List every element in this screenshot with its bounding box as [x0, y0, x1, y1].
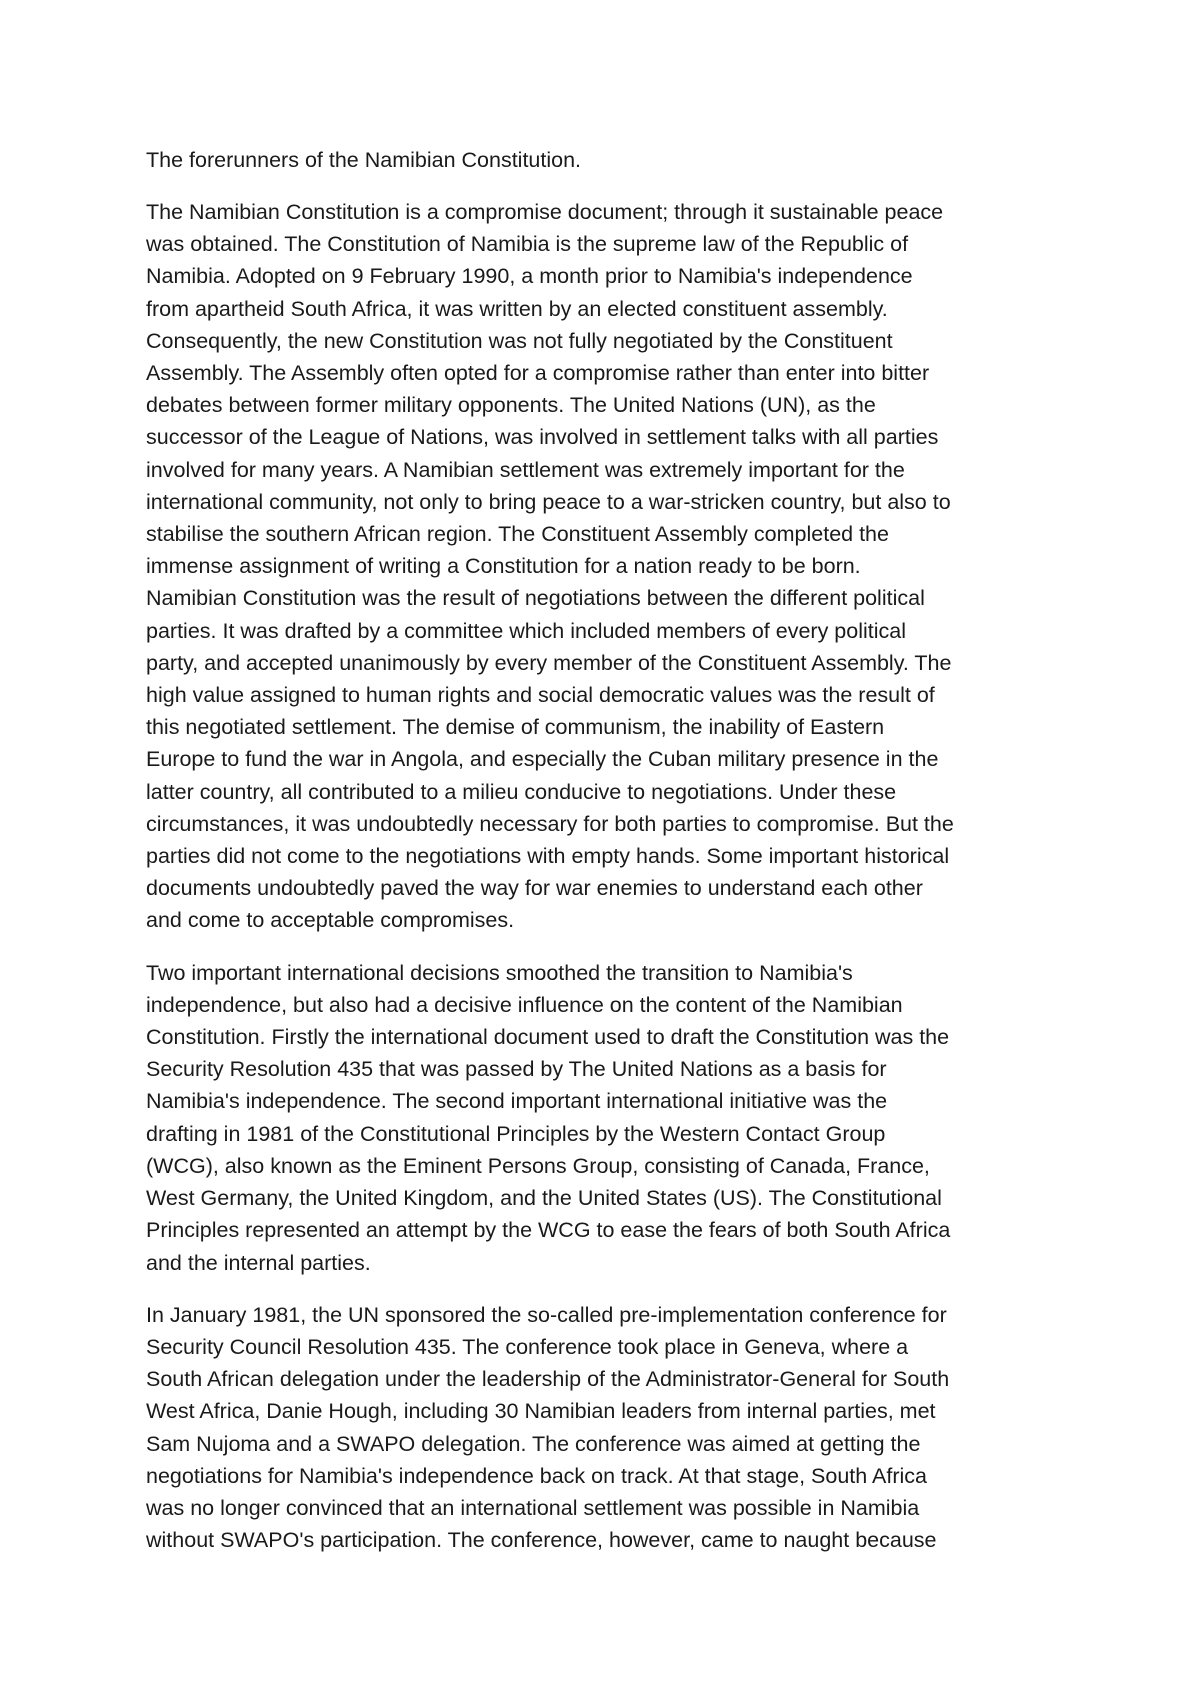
document-page: [146, 144, 1066, 1556]
text-line: Sam Nujoma and a SWAPO delegation. The conference was aimed at getting the: [146, 1431, 921, 1456]
text-line: (WCG), also known as the Eminent Persons Group, consisting of Canada, France,: [146, 1153, 930, 1178]
text-line: latter country, all contributed to a milieu conducive to negotiations. Under these: [146, 779, 897, 804]
paragraph-2: [146, 957, 1066, 1279]
text-line: South African delegation under the leadership of the Administrator-General for South: [146, 1367, 950, 1392]
text-line: West Germany, the United Kingdom, and the United States (US). The Constitutional: [146, 1186, 942, 1211]
text-line: independence, but also had a decisive influence on the content of the Namibian: [146, 992, 903, 1017]
text-line: Namibia's independence. The second important international initiative was the: [146, 1089, 888, 1114]
paragraph-1: [146, 196, 1066, 937]
text-line: Constitution. Firstly the international document used to draft the Constitution was the: [146, 1025, 950, 1050]
text-line: was no longer convinced that an international settlement was possible in Namibia: [146, 1495, 920, 1520]
text-line: West Africa, Danie Hough, including 30 Namibian leaders from internal parties, met: [146, 1399, 936, 1424]
text-line: involved for many years. A Namibian settlement was extremely important for the: [146, 457, 905, 482]
text-line: was obtained. The Constitution of Namibia is the supreme law of the Republic of: [146, 232, 909, 257]
text-line: parties did not come to the negotiations with empty hands. Some important historical: [146, 844, 950, 869]
text-line: Security Council Resolution 435. The conference took place in Geneva, where a: [146, 1334, 909, 1359]
text-line: from apartheid South Africa, it was written by an elected constituent assembly.: [146, 296, 888, 321]
text-line: and the internal parties.: [146, 1250, 371, 1275]
text-line: parties. It was drafted by a committee which included members of every political: [146, 618, 906, 643]
text-line: documents undoubtedly paved the way for war enemies to understand each other: [146, 876, 923, 901]
text-line: international community, not only to bring peace to a war-stricken country, but also to: [146, 489, 951, 514]
text-line: without SWAPO's participation. The conference, however, came to naught because: [146, 1528, 937, 1553]
text-line: Namibian Constitution was the result of negotiations between the different political: [146, 586, 925, 611]
text-line: The Namibian Constitution is a compromise document; through it sustainable peace: [146, 200, 944, 224]
text-line: stabilise the southern African region. The Constituent Assembly completed the: [146, 522, 889, 547]
text-line: and come to acceptable compromises.: [146, 908, 515, 933]
text-line: debates between former military opponents. The United Nations (UN), as the: [146, 393, 876, 418]
text-line: Assembly. The Assembly often opted for a compromise rather than enter into bitter: [146, 361, 930, 386]
text-line: negotiations for Namibia's independence back on track. At that stage, South Africa: [146, 1463, 927, 1488]
text-line: high value assigned to human rights and social democratic values was the result of: [146, 683, 935, 708]
text-line: Security Resolution 435 that was passed by The United Nations as a basis for: [146, 1057, 887, 1082]
text-line: drafting in 1981 of the Constitutional Principles by the Western Contact Group: [146, 1121, 886, 1146]
text-line: In January 1981, the UN sponsored the so-called pre-implementation conference for: [146, 1302, 947, 1327]
text-line: Two important international decisions smoothed the transition to Namibia's: [146, 960, 853, 985]
text-line: Europe to fund the war in Angola, and especially the Cuban military presence in the: [146, 747, 939, 772]
text-line: successor of the League of Nations, was involved in settlement talks with all parties: [146, 425, 939, 450]
text-line: Consequently, the new Constitution was not fully negotiated by the Constituent: [146, 328, 893, 353]
text-line: this negotiated settlement. The demise of communism, the inability of Eastern: [146, 715, 885, 740]
text-line: Principles represented an attempt by the WCG to ease the fears of both South Africa: [146, 1218, 951, 1243]
text-line: circumstances, it was undoubtedly necessary for both parties to compromise. But the: [146, 811, 954, 836]
document-title: The forerunners of the Namibian Constitution.: [146, 148, 582, 172]
text-line: party, and accepted unanimously by every member of the Constituent Assembly. The: [146, 650, 952, 675]
paragraph-3: [146, 1299, 1066, 1557]
text-line: Namibia. Adopted on 9 February 1990, a month prior to Namibia's independence: [146, 264, 913, 289]
text-line: immense assignment of writing a Constitution for a nation ready to be born.: [146, 554, 861, 579]
